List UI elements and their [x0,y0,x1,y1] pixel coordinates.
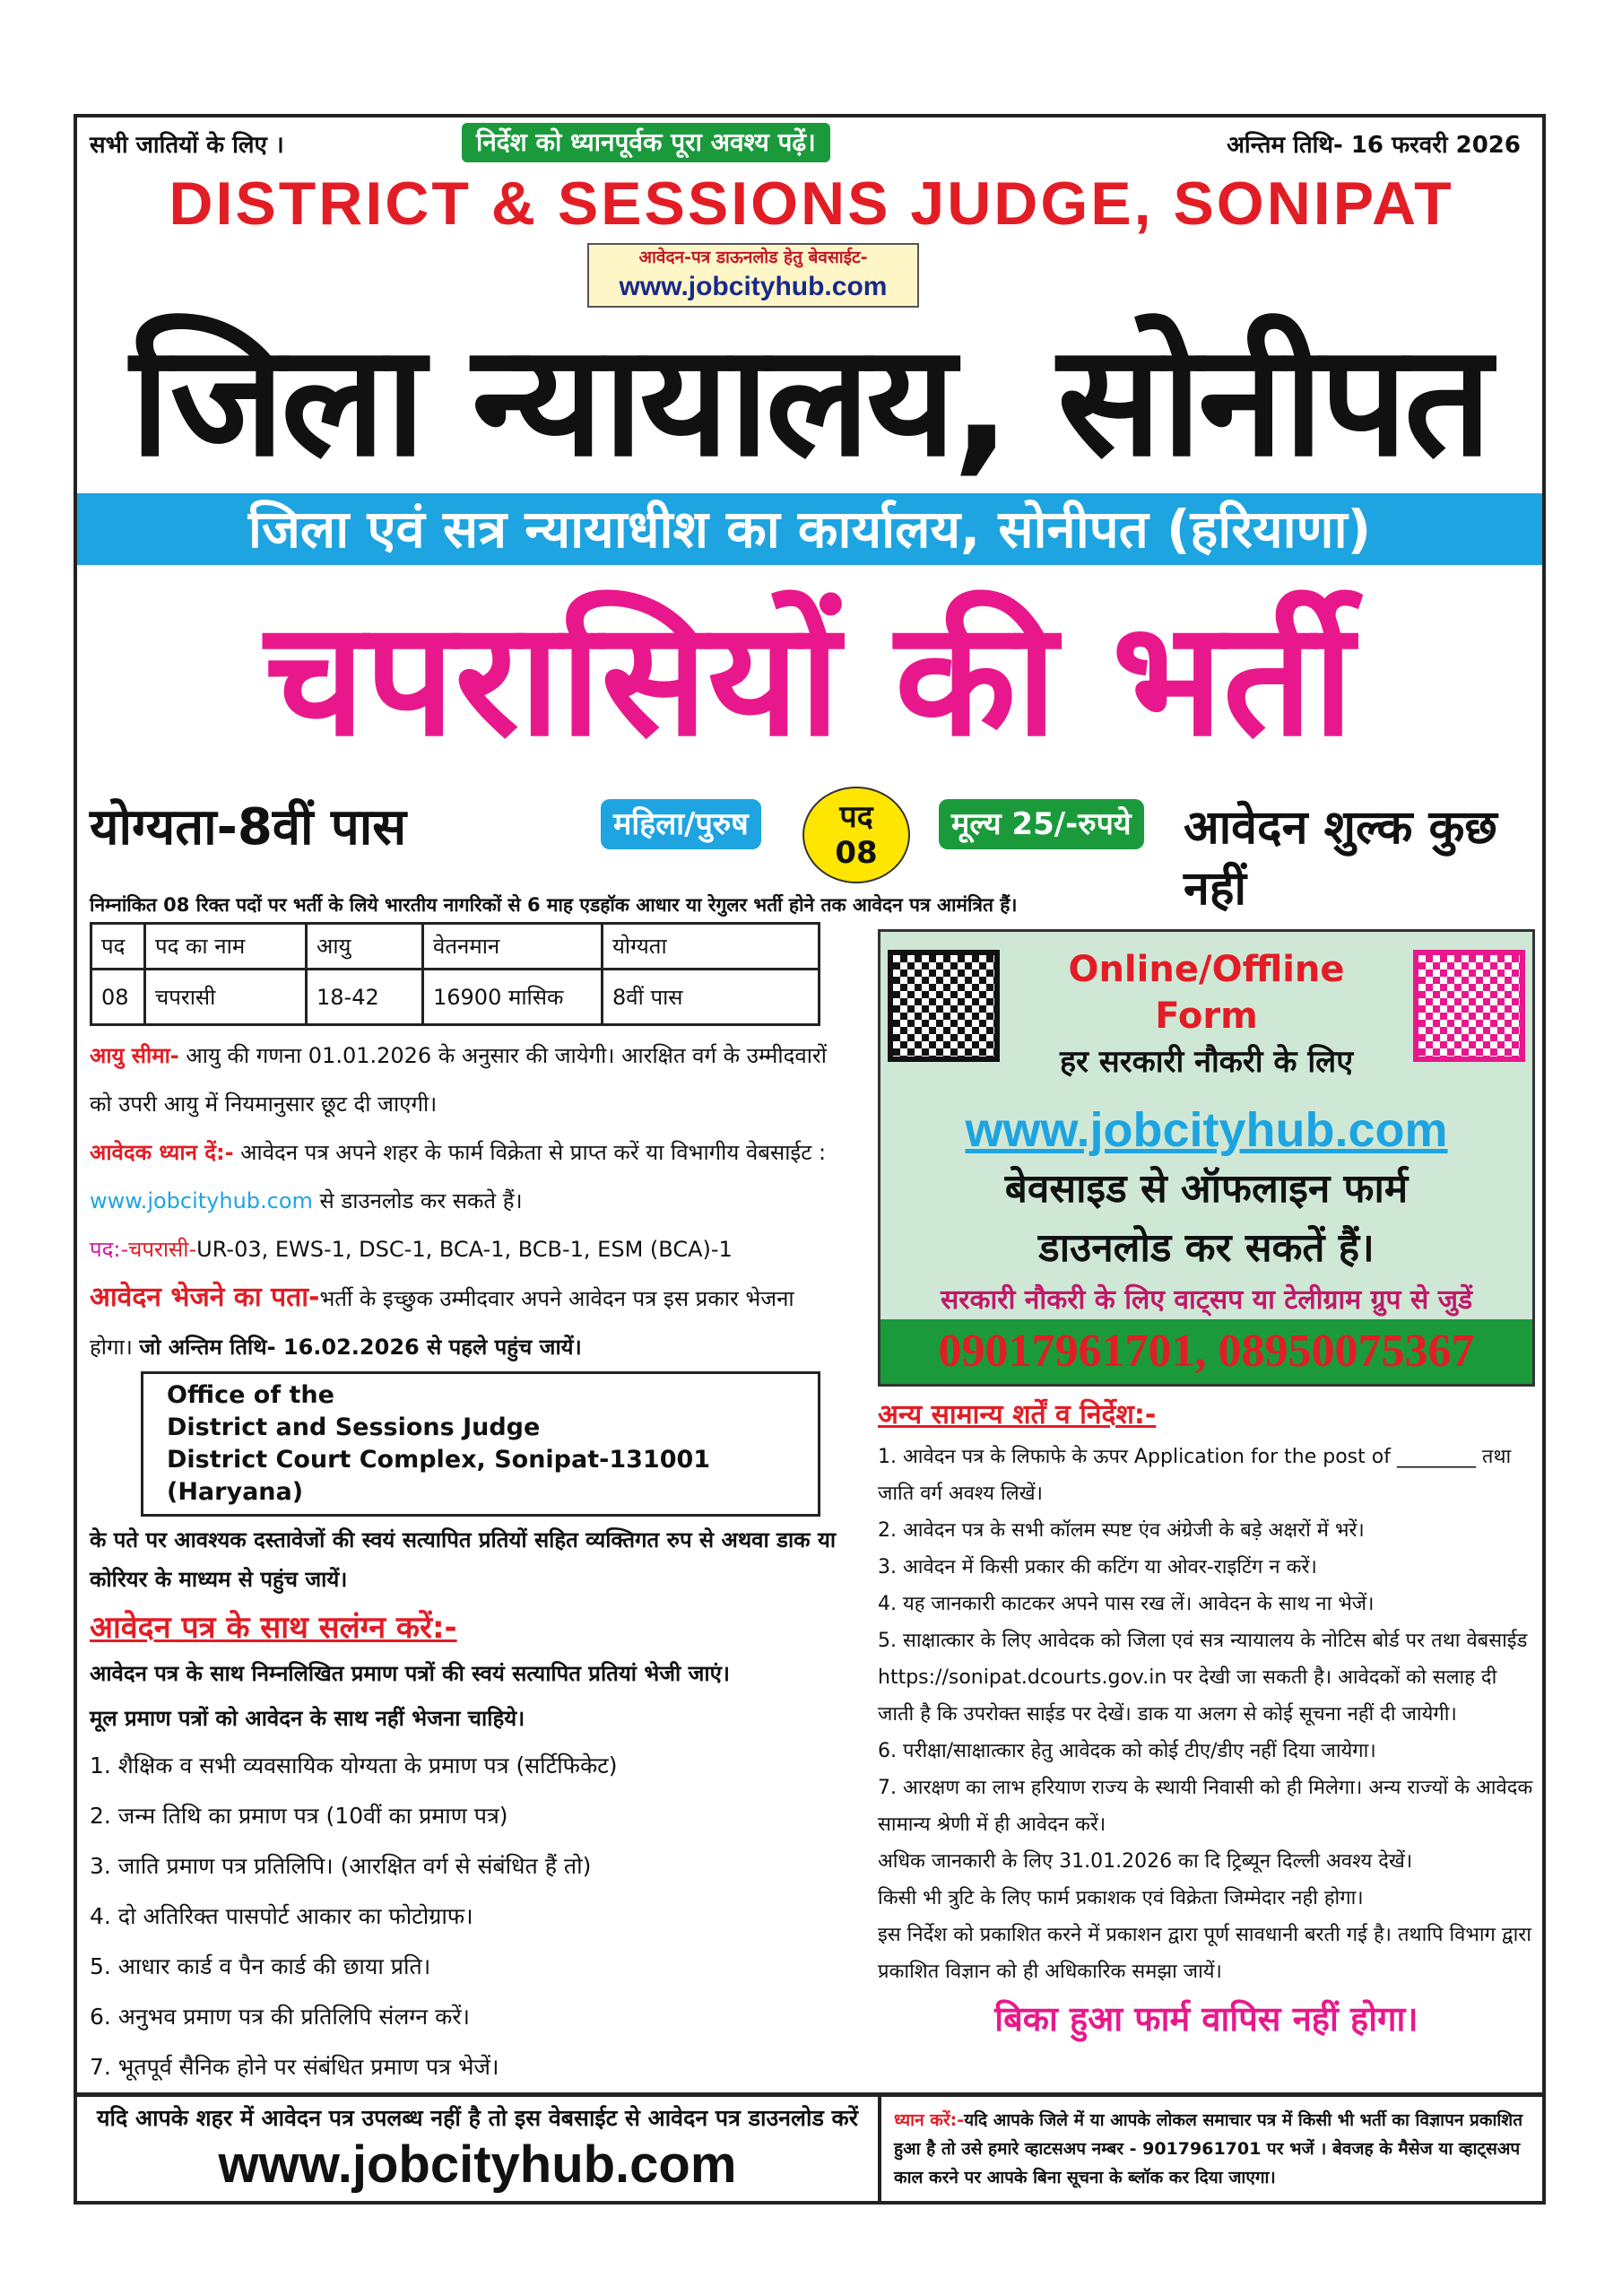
enclose-title: आवेदन पत्र के साथ सलंग्न करें:- [90,1610,457,1646]
td: 18-42 [307,970,423,1025]
instruction-badge: निर्देश को ध्यानपूर्वक पूरा अवश्य पढ़ें। [462,123,830,162]
list-item: 6. परीक्षा/साक्षात्कार हेतु आवेदक को कोई टीए/डीए नहीं दिया जायेगा। [878,1740,1376,1762]
terms-title: अन्य सामान्य शर्तें व निर्देश:- [878,1399,1157,1431]
td: 08 [91,970,145,1025]
english-title: DISTRICT & SESSIONS JUDGE, SONIPAT [169,170,1454,238]
ad-sub: हर सरकारी नौकरी के लिए [1059,1044,1354,1080]
list-item: 5. साक्षात्कार के लिए आवेदक को जिला एवं सत्र न्यायालय के नोटिस बोर्ड पर तथा वेबसाईड https://sonipat.dcourts.gov.in पर देखी जा सकती है। आवेदकों को सलाह दी जाती है कि उपरोक्त साईड पर देखें। डाक या अलग से कोई सूचना नहीं दी जायेगी। [878,1630,1528,1726]
age-limit [90,1031,843,1128]
ad-phones: 09017961701, 08950075367 [880,1319,1532,1384]
ad-website[interactable]: www.jobcityhub.com [965,1103,1448,1157]
ad-group: सरकारी नौकरी के लिए वाट्सप या टेलीग्राम ग्रुप से जुडें [940,1284,1473,1316]
footer-left [77,2097,881,2201]
left-enclosures [90,1520,843,2092]
left-details [90,1031,843,1371]
age-label: आयु सीमा- [90,1043,179,1068]
footer-note [881,2097,1542,2201]
post-count: 08 [835,835,878,871]
th: वेतनमान [423,924,603,970]
post-label: पद [839,799,873,835]
ad-form: Online/Offline Form [1068,949,1345,1037]
list-item: इस निर्देश को प्रकाशित करने में प्रकाशन द्वारा पूर्ण सावधानी बरती गई है। तथापि विभाग द्वारा प्रकाशित विज्ञान को ही अधिकारिक समझा जायें। [878,1924,1531,1983]
vacancy-table [90,922,820,1026]
send-address [90,1274,843,1371]
td: 16900 मासिक [423,970,603,1025]
td: 8वीं पास [603,970,820,1025]
after-address: के पते पर आवश्यक दस्तावेजों की स्वयं सत्यापित प्रतियों सहित व्यक्तिगत रुप से अथवा डाक या कोरियर के माध्यम से पहुंच जायें। [90,1527,837,1592]
age-text: आयु की गणना 01.01.2026 के अनुसार की जायेगी। आरक्षित वर्ग के उम्मीदवारों को उपरी आयु में नियमानुसार छूट दी जाएगी। [90,1043,827,1117]
note-link[interactable]: www.jobcityhub.com [90,1188,313,1213]
whatsapp-qr-code-icon[interactable] [888,950,1000,1062]
no-refund: बिका हुआ फार्म वापिस नहीं होगा। [994,1999,1418,2039]
list-item: 1. आवेदन पत्र के लिफाफे के ऊपर Application for the post of ________ तथा जाति वर्ग अवश्य लिखें। [878,1446,1512,1505]
post-label: पद:- [90,1237,129,1262]
address-line: District and Sessions Judge [167,1413,541,1441]
list-item: 2. जन्म तिथि का प्रमाण पत्र (10वीं का प्रमाण पत्र) [90,1803,508,1829]
footer-note-text: यदि आपके जिले में या आपके लोकल समाचार पत्र में किसी भी भर्ती का विज्ञापन प्रकाशित हुआ है तो उसे हमारे व्हाटसअप नम्बर - 9017961701 पर भजें । बेवजह के मैसेज या व्हाट्सअप काल करने पर आपके बिना सूचना के ब्लॉक कर दिया जाएगा। [894,2110,1523,2187]
left-column [90,922,843,2092]
post-text: UR-03, EWS-1, DSC-1, BCA-1, BCB-1, ESM (BCA)-1 [196,1237,733,1262]
post-name: चपरासी- [128,1237,197,1262]
list-item: अधिक जानकारी के लिए 31.01.2026 का दि ट्रिब्यून दिल्ली अवश्य देखें। [878,1850,1413,1873]
footer-left-text: यदि आपके शहर में आवेदन पत्र उपलब्ध नहीं है तो इस वेबसाईट से आवेदन पत्र डाउनलोड करें [97,2105,858,2131]
address-label: आवेदन भेजने का पता- [90,1282,320,1313]
recruitment-title: चपरासियों की भर्ती [265,587,1354,771]
enclose-intro: आवेदन पत्र के साथ निम्नलिखित प्रमाण पत्रों की स्वयं सत्यापित प्रतियां भेजी जाएं। [90,1661,730,1686]
for-all-castes: सभी जातियों के लिए । [90,132,284,159]
footer-website[interactable]: www.jobcityhub.com [218,2135,737,2194]
list-item: किसी भी त्रुटि के लिए फार्म प्रकाशक एवं विक्रेता जिम्मेदार नही होगा। [878,1887,1364,1909]
enclose-intro: मूल प्रमाण पत्रों को आवेदन के साथ नहीं भेजना चाहिये। [90,1706,525,1731]
list-item: 5. आधार कार्ड व पैन कार्ड की छाया प्रति। [90,1953,431,1979]
th: योग्यता [603,924,820,970]
terms-section [878,1396,1535,2042]
document-list [90,1741,843,2092]
th: पद [91,924,145,970]
list-item: 4. यह जानकारी काटकर अपने पास रख लें। आवेदन के साथ ना भेजें। [878,1593,1375,1615]
list-item: 7. आरक्षण का लाभ हरियाण राज्य के स्थायी निवासी को ही मिलेगा। अन्य राज्यों के आवेदक सामान्य श्रेणी में ही आवेदन करें। [878,1777,1533,1836]
applicant-note [90,1128,843,1225]
list-item: 6. अनुभव प्रमाण पत्र की प्रतिलिपि संलग्न करें। [90,2004,471,2030]
right-column [878,922,1535,2092]
fee-text: आवेदन शुल्क कुछ नहीं [1184,801,1497,916]
list-item: 3. आवेदन में किसी प्रकार की कटिंग या ओवर-राइटिंग न करें। [878,1556,1317,1578]
table-row [91,970,820,1025]
list-item: 1. शैक्षिक व सभी व्यवसायिक योग्यता के प्रमाण पत्र (सर्टिफिकेट) [90,1752,618,1779]
list-item: 2. आवेदन पत्र के सभी कॉलम स्पष्ट एंव अंग्रेजी के बड़े अक्षरों में भरें। [878,1519,1365,1542]
list-item: 7. भूतपूर्व सैनिक होने पर संबंधित प्रमाण पत्र भेजें। [90,2054,499,2080]
th: आयु [307,924,423,970]
post-breakup [90,1225,843,1274]
address-deadline: जो अन्तिम तिथि- 16.02.2026 से पहले पहुंच जायें। [139,1335,582,1360]
table-header-row [91,924,820,970]
intro-text: निम्नांकित 08 रिक्त पदों पर भर्ती के लिये भारतीय नागरिकों से 6 माह एडहॉक आधार या रेगुलर भर्ती होने तक आवेदन पत्र आमंत्रित हैं। [90,894,1018,916]
last-date: अन्तिम तिथि- 16 फरवरी 2026 [1227,132,1521,159]
instagram-qr-code-icon[interactable] [1413,950,1525,1062]
download-label: आवेदन-पत्र डाऊनलोड हेतु बेवसाईट- [638,248,868,267]
gender-badge: महिला/पुरुष [601,799,761,849]
website-link[interactable]: www.jobcityhub.com [619,272,888,301]
list-item: 3. जाति प्रमाण पत्र प्रतिलिपि। (आरक्षित वर्ग से संबंधित हैं तो) [90,1853,592,1879]
footer [77,2092,1542,2201]
price-badge: मूल्य 25/-रुपये [939,799,1144,849]
ad-line1: बेवसाइड से ऑफलाइन फार्म [1004,1166,1409,1212]
footer-note-label: ध्यान करें:- [894,2110,965,2130]
address-line: Office of the [167,1381,334,1409]
office-band: जिला एवं सत्र न्यायाधीश का कार्यालय, सोनीपत (हरियाणा) [77,493,1542,565]
td: चपरासी [145,970,307,1025]
qualification: योग्यता-8वीं पास [90,798,407,857]
note-tail: से डाउनलोड कर सकते हैं। [312,1188,523,1213]
ad-line2: डाउनलोड कर सकतें हैं। [1038,1225,1375,1271]
page-frame [74,114,1546,2205]
address-text: भर्ती के इच्छुक उम्मीदवार अपने आवेदन पत्र इस प्रकार भेजना होगा। [90,1286,794,1360]
hindi-title: जिला न्यायालय, सोनीपत [130,310,1488,491]
address-box [141,1371,820,1517]
address-line: District Court Complex, Sonipat-131001 (Haryana) [167,1446,711,1506]
th: पद का नाम [145,924,307,970]
content-columns [77,922,1542,2092]
post-count-badge [802,787,910,883]
list-item: 4. दो अतिरिक्त पासपोर्ट आकार का फोटोग्राफ। [90,1903,473,1929]
download-website-box[interactable] [587,243,919,308]
note-label: आवेदक ध्यान दें:- [90,1140,234,1165]
note-text: आवेदन पत्र अपने शहर के फार्म विक्रेता से प्राप्त करें या विभागीय वेबसाईट : [233,1140,827,1165]
jobcityhub-ad [878,929,1535,1387]
